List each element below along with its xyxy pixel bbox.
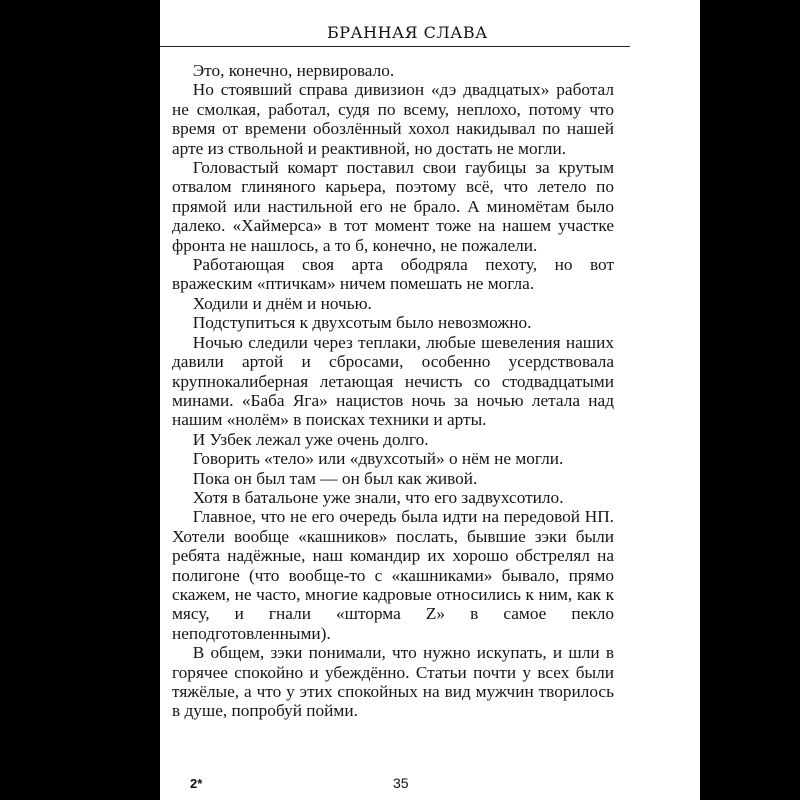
paragraph: Пока он был там — он был как живой. [192,468,478,488]
page-body-text [172,61,614,721]
paragraph: Говорить «тело» или «двухсотый» о нём не могли. [192,449,564,469]
paragraph: Ночью следили через теплаки, любые шевеления наших давили артой и сбросами, особенно усердствовала крупнокалиберная летающая нечисть со стодвадцатыми минами. «Баба Яга» нацистов ночь за ночью летала над нашим «нолём» в поисках техники и арты. [172,332,614,430]
paragraph: И Узбек лежал уже очень долго. [192,429,429,449]
paragraph: Это, конечно, нервировало. [192,61,395,80]
page-number: 35 [393,775,409,791]
paragraph: Подступиться к двухсотым было невозможно. [192,313,532,333]
book-page [160,0,700,800]
running-head-title: БРАННАЯ СЛАВА [327,23,488,42]
left-scan-margin [0,0,160,800]
paragraph: В общем, зэки понимали, что нужно искупать, и шли в горячее спокойно и убеждённо. Статьи почти у всех были тяжёлые, а что у этих спокойных на вид мужчин творилось в душе, попробуй пойми. [172,643,614,721]
paragraph: Головастый комарт поставил свои гаубицы за крутым отвалом глиняного карьера, поэтому всё, что летело по прямой или настильной его не брало. А миномётам было далеко. «Хаймерса» в тот момент тоже на нашем участке фронта не нашлось, а то б, конечно, не пожалели. [172,158,614,255]
paragraph: Работающая своя арта ободряла пехоту, но вот вражеским «птичкам» ничем помешать не могла. [172,255,614,294]
paragraph: Но стоявший справа дивизион «дэ двадцатых» работал не смолкая, работал, судя по всему, неплохо, потому что время от времени обозлённый хохол накидывал по нашей арте из ствольной и реактивной, но достать не могли. [172,80,614,158]
paragraph: Ходили и днём и ночью. [192,293,372,313]
printer-signature-mark: 2* [190,776,203,791]
paragraph: Главное, что не его очередь была идти на передовой НП. Хотели вообще «кашников» послать, бывшие зэки были ребята надёжные, наш командир их хорошо обстрелял на полигоне (что вообще-то с «кашниками» бывало, прямо скажем, не часто, многие кадровые относились к ним, как к мясу, и гнали «шторма Z» в самое пекло неподготовленными). [172,507,614,643]
paragraph: Хотя в батальоне уже знали, что его задвухсотило. [192,487,564,507]
right-scan-margin [700,0,800,800]
running-head [160,18,630,47]
